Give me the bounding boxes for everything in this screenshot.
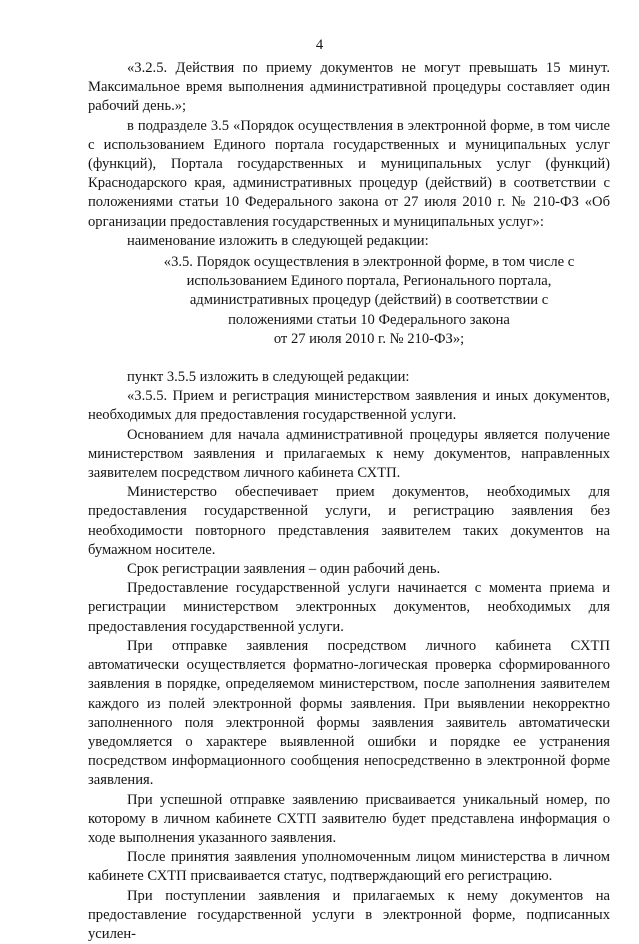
paragraph-3-2-5: «3.2.5. Действия по приему документов не могут превышать 15 минут. Максимальное время выполнения административной процедуры составляет один рабочий день.»; bbox=[88, 60, 610, 115]
title-line: положениями статьи 10 Федерального закона bbox=[228, 311, 510, 328]
paragraph-point-instruction: пункт 3.5.5 изложить в следующей редакции: bbox=[127, 369, 410, 386]
subsection-title-block bbox=[88, 253, 610, 349]
paragraph-service-start: Предоставление государственной услуги начинается с момента приема и регистрации министерством электронных документов, необходимых для предоставления государственной услуги. bbox=[88, 580, 610, 635]
paragraph-registration-term: Срок регистрации заявления – один рабочий день. bbox=[127, 561, 441, 578]
document-body bbox=[88, 59, 610, 944]
title-line: «3.5. Порядок осуществления в электронной форме, в том числе с bbox=[163, 254, 575, 271]
title-line: административных процедур (действий) в соответствии с bbox=[189, 292, 549, 309]
paragraph-status: После принятия заявления уполномоченным лицом министерства в личном кабинете СХТП присваивается статус, подтверждающий его регистрацию. bbox=[88, 849, 610, 885]
page-number: 4 bbox=[315, 37, 324, 53]
title-line: использованием Единого портала, Регионального портала, bbox=[186, 273, 552, 290]
paragraph-signed-documents: При поступлении заявления и прилагаемых к нему документов на предоставление государственной услуги в электронной форме, подписанных усилен- bbox=[88, 887, 610, 942]
paragraph-format-check: При отправке заявления посредством личного кабинета СХТП автоматически осуществляется форматно-логическая проверка сформированного заявления в порядке, определяемом министерством, после заполнения заявителем каждого из полей электронной формы заявления. При выявлении некорректно заполненного поля электронной формы заявления заявитель автоматически уведомляется о характере выявленной ошибки и порядке ее устранения посредством информационного сообщения непосредственно в электронной форме заявления. bbox=[88, 637, 610, 789]
paragraph-ministry-reception: Министерство обеспечивает прием документов, необходимых для предоставления государственной услуги, и регистрацию заявления без необходимости повторного представления заявителем таких документов на бумажном носителе. bbox=[88, 484, 610, 558]
paragraph-subsection-3-5: в подразделе 3.5 «Порядок осуществления в электронной форме, в том числе с использованием Единого портала государственных и муниципальных услуг (функций), Портала государственных и муниципальных услуг (функций) Краснодарского края, административных процедур (действий) в соответствии с положениями статьи 10 Федерального закона от 27 июля 2010 г. № 210-ФЗ «Об организации предоставления государственных и муниципальных услуг»: bbox=[88, 117, 610, 230]
paragraph-basis: Основанием для начала административной процедуры является получение министерством заявления и прилагаемых к нему документов, направленных заявителем посредством личного кабинета СХТП. bbox=[88, 426, 610, 482]
paragraph-unique-number: При успешной отправке заявлению присваивается уникальный номер, по которому в личном кабинете СХТП заявителю будет представлена информация о ходе выполнения указанного заявления. bbox=[88, 791, 610, 846]
title-line: от 27 июля 2010 г. № 210-ФЗ»; bbox=[273, 330, 465, 347]
paragraph-name-instruction: наименование изложить в следующей редакции: bbox=[127, 232, 429, 249]
paragraph-3-5-5: «3.5.5. Прием и регистрация министерством заявления и иных документов, необходимых для предоставления государственной услуги. bbox=[88, 388, 610, 424]
